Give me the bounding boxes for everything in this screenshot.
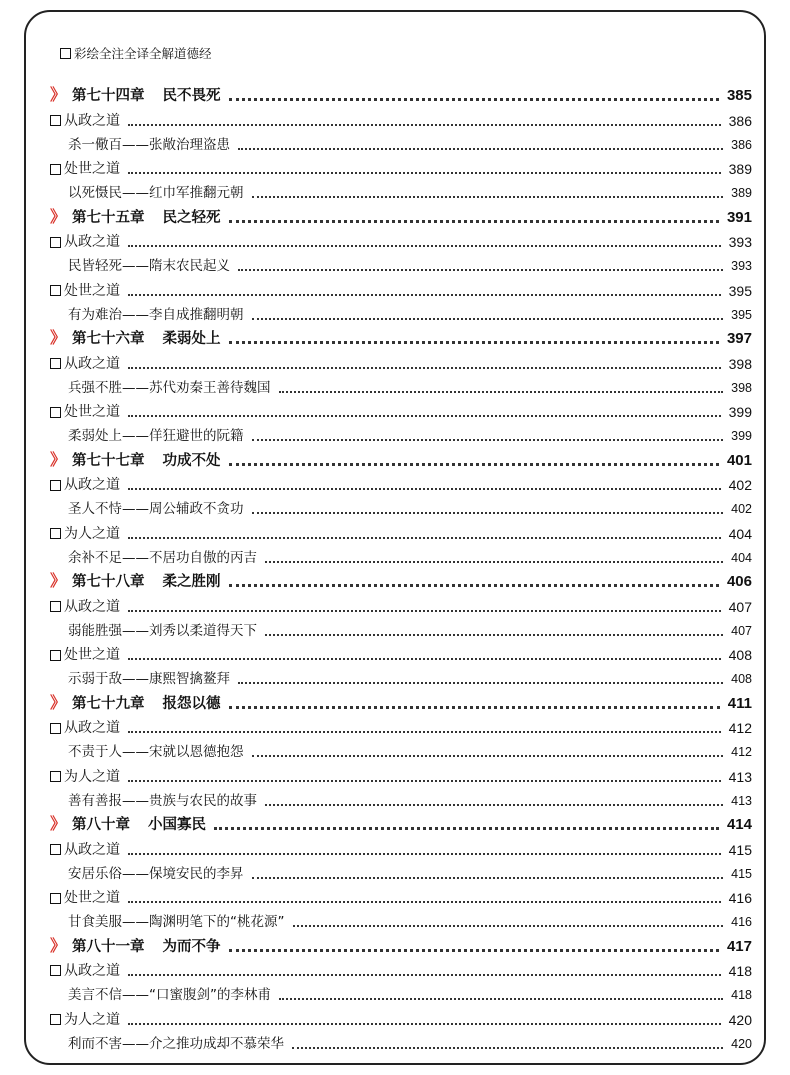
toc-section-row[interactable]	[50, 349, 752, 373]
section-heading	[50, 1010, 120, 1030]
checkbox-square-icon	[50, 893, 61, 904]
chapter-arrow-icon: 》	[50, 692, 67, 712]
toc-chapter-row[interactable]	[50, 568, 752, 592]
page-number: 412	[728, 720, 752, 737]
dot-leader	[252, 877, 724, 879]
checkbox-square-icon	[50, 965, 61, 976]
page-number: 407	[731, 623, 752, 638]
dot-leader	[252, 512, 724, 514]
page-number: 408	[731, 672, 752, 687]
dot-leader	[279, 998, 723, 1000]
dot-leader	[214, 827, 719, 830]
chapter-title: 功成不处	[162, 452, 221, 469]
checkbox-square-icon	[50, 844, 61, 855]
page-number: 385	[726, 87, 752, 105]
dot-leader	[128, 901, 721, 903]
chapter-heading	[50, 936, 221, 957]
page-number: 417	[726, 937, 752, 955]
page-number: 406	[726, 573, 752, 591]
dot-leader	[128, 610, 721, 612]
section-heading	[50, 888, 120, 908]
story-title: 余补不足——不居功自傲的丙吉	[68, 549, 257, 566]
section-label: 从政之道	[64, 112, 120, 129]
dot-leader	[238, 682, 723, 684]
section-label: 从政之道	[64, 355, 120, 372]
dot-leader	[238, 269, 723, 271]
dot-leader	[265, 804, 723, 806]
section-heading	[50, 767, 120, 787]
page-number: 404	[728, 525, 752, 542]
chapter-title: 民不畏死	[162, 88, 221, 105]
toc-chapter-row[interactable]	[50, 811, 752, 835]
chapter-number: 第七十六章	[72, 331, 145, 348]
dot-leader	[293, 925, 724, 927]
section-label: 从政之道	[64, 598, 120, 615]
page-number: 415	[728, 841, 752, 858]
toc-story-row[interactable]	[50, 131, 752, 155]
page-number: 411	[727, 694, 752, 712]
toc-story-row[interactable]	[50, 301, 752, 325]
toc-story-row[interactable]	[50, 860, 752, 884]
checkbox-square-icon	[50, 1014, 61, 1025]
page-number: 404	[731, 550, 752, 565]
toc-section-row[interactable]	[50, 519, 752, 543]
dot-leader	[128, 731, 721, 733]
section-heading	[50, 232, 120, 252]
dot-leader	[252, 318, 724, 320]
page-number: 416	[728, 890, 752, 907]
dot-leader	[252, 439, 724, 441]
dot-leader	[128, 245, 721, 247]
dot-leader	[128, 537, 721, 539]
dot-leader	[229, 341, 719, 344]
story-title: 圣人不恃——周公辅政不贪功	[68, 501, 244, 518]
story-title: 美言不信——“口蜜腹剑”的李林甫	[68, 987, 271, 1004]
page-number: 408	[728, 647, 752, 664]
dot-leader	[252, 196, 724, 198]
story-title: 不责于人——宋就以恩德抱怨	[68, 744, 244, 761]
book-title-header	[60, 44, 212, 62]
section-label: 从政之道	[64, 477, 120, 494]
section-heading	[50, 354, 120, 374]
section-label: 从政之道	[64, 962, 120, 979]
section-label: 处世之道	[64, 161, 120, 178]
section-label: 处世之道	[64, 647, 120, 664]
section-label: 为人之道	[64, 768, 120, 785]
chapter-arrow-icon: 》	[50, 206, 67, 226]
chapter-number: 第八十一章	[72, 938, 145, 955]
toc-chapter-row[interactable]	[50, 325, 752, 349]
toc-section-row[interactable]	[50, 1005, 752, 1029]
story-title: 柔弱处上——佯狂避世的阮籍	[68, 428, 244, 445]
toc-section-row[interactable]	[50, 471, 752, 495]
section-heading	[50, 281, 120, 301]
chapter-heading	[50, 814, 206, 835]
dot-leader	[128, 294, 721, 296]
chapter-title: 柔之胜刚	[162, 574, 221, 591]
chapter-arrow-icon: 》	[50, 571, 67, 591]
section-label: 处世之道	[64, 282, 120, 299]
toc-section-row[interactable]	[50, 884, 752, 908]
checkbox-square-icon	[50, 771, 61, 782]
page-number: 391	[726, 208, 752, 226]
dot-leader	[265, 561, 723, 563]
toc-section-row[interactable]	[50, 714, 752, 738]
story-title: 安居乐俗——保境安民的李昇	[68, 865, 244, 882]
page-number: 395	[728, 282, 752, 299]
page-number: 416	[731, 915, 752, 930]
toc-section-row[interactable]	[50, 957, 752, 981]
toc-section-row[interactable]	[50, 762, 752, 786]
table-of-contents	[50, 82, 752, 1054]
toc-story-row[interactable]	[50, 908, 752, 932]
toc-story-row[interactable]	[50, 1030, 752, 1054]
chapter-heading	[50, 85, 221, 106]
toc-section-row[interactable]	[50, 398, 752, 422]
section-heading	[50, 402, 120, 422]
section-heading	[50, 597, 120, 617]
dot-leader	[292, 1047, 723, 1049]
dot-leader	[238, 148, 723, 150]
page-number: 402	[728, 477, 752, 494]
page-number: 399	[728, 404, 752, 421]
toc-section-row[interactable]	[50, 835, 752, 859]
toc-section-row[interactable]	[50, 592, 752, 616]
checkbox-square-icon	[50, 237, 61, 248]
page-number: 415	[731, 866, 752, 881]
toc-story-row[interactable]	[50, 665, 752, 689]
section-heading	[50, 840, 120, 860]
chapter-arrow-icon: 》	[50, 814, 67, 834]
dot-leader	[229, 949, 719, 952]
story-title: 杀一儆百——张敞治理盗患	[68, 136, 230, 153]
chapter-number: 第七十五章	[72, 209, 145, 226]
section-heading	[50, 475, 120, 495]
story-title: 善有善报——贵族与农民的故事	[68, 792, 257, 809]
page-number: 413	[728, 768, 752, 785]
story-title: 民皆轻死——隋末农民起义	[68, 258, 230, 275]
chapter-heading	[50, 450, 221, 471]
dot-leader	[252, 755, 724, 757]
section-label: 处世之道	[64, 404, 120, 421]
toc-story-row[interactable]	[50, 738, 752, 762]
dot-leader	[128, 488, 721, 490]
page-number: 402	[731, 502, 752, 517]
story-title: 利而不害——介之推功成却不慕荣华	[68, 1035, 284, 1052]
chapter-arrow-icon: 》	[50, 328, 67, 348]
page-number: 386	[728, 112, 752, 129]
toc-section-row[interactable]	[50, 228, 752, 252]
page-number: 395	[731, 307, 752, 322]
dot-leader	[128, 780, 721, 782]
page-number: 398	[731, 380, 752, 395]
chapter-title: 报怨以德	[162, 695, 221, 712]
page-number: 393	[728, 234, 752, 251]
page-number: 412	[731, 745, 752, 760]
toc-chapter-row[interactable]	[50, 82, 752, 106]
page-number: 414	[726, 816, 752, 834]
toc-story-row[interactable]	[50, 544, 752, 568]
chapter-number: 第七十七章	[72, 452, 145, 469]
toc-section-row[interactable]	[50, 106, 752, 130]
section-label: 从政之道	[64, 234, 120, 251]
dot-leader	[229, 463, 719, 466]
dot-leader	[265, 634, 723, 636]
page-number: 418	[731, 988, 752, 1003]
checkbox-square-icon	[50, 164, 61, 175]
toc-section-row[interactable]	[50, 641, 752, 665]
toc-section-row[interactable]	[50, 276, 752, 300]
book-title: 彩绘全注全译全解道德经	[74, 46, 212, 61]
toc-chapter-row[interactable]	[50, 932, 752, 956]
toc-story-row[interactable]	[50, 787, 752, 811]
chapter-title: 民之轻死	[162, 209, 221, 226]
toc-story-row[interactable]	[50, 495, 752, 519]
section-heading	[50, 718, 120, 738]
toc-story-row[interactable]	[50, 374, 752, 398]
toc-story-row[interactable]	[50, 617, 752, 641]
page-number: 389	[728, 161, 752, 178]
toc-chapter-row[interactable]	[50, 446, 752, 470]
section-heading	[50, 961, 120, 981]
section-heading	[50, 645, 120, 665]
dot-leader	[128, 367, 721, 369]
chapter-arrow-icon: 》	[50, 85, 67, 105]
checkbox-square-icon	[50, 723, 61, 734]
section-heading	[50, 111, 120, 131]
checkbox-square-icon	[50, 358, 61, 369]
chapter-title: 柔弱处上	[162, 331, 221, 348]
dot-leader	[128, 853, 721, 855]
chapter-number: 第七十四章	[72, 88, 145, 105]
toc-section-row[interactable]	[50, 155, 752, 179]
toc-chapter-row[interactable]	[50, 689, 752, 713]
toc-story-row[interactable]	[50, 981, 752, 1005]
dot-leader	[128, 658, 721, 660]
section-label: 从政之道	[64, 841, 120, 858]
page-number: 401	[726, 451, 752, 469]
toc-story-row[interactable]	[50, 179, 752, 203]
page-number: 389	[731, 186, 752, 201]
chapter-arrow-icon: 》	[50, 449, 67, 469]
page-number: 398	[728, 355, 752, 372]
chapter-heading	[50, 693, 221, 714]
section-label: 为人之道	[64, 525, 120, 542]
section-label: 从政之道	[64, 720, 120, 737]
toc-chapter-row[interactable]	[50, 203, 752, 227]
page-number: 399	[731, 429, 752, 444]
toc-story-row[interactable]	[50, 422, 752, 446]
dot-leader	[279, 391, 724, 393]
story-title: 弱能胜强——刘秀以柔道得天下	[68, 622, 257, 639]
checkbox-square-icon	[50, 115, 61, 126]
chapter-title: 为而不争	[162, 938, 221, 955]
checkbox-square-icon	[50, 650, 61, 661]
dot-leader	[229, 584, 719, 587]
chapter-number: 第七十九章	[72, 695, 145, 712]
dot-leader	[229, 98, 719, 101]
story-title: 有为难治——李自成推翻明朝	[68, 306, 244, 323]
page-number: 397	[726, 330, 752, 348]
dot-leader	[128, 124, 721, 126]
chapter-number: 第七十八章	[72, 574, 145, 591]
page-number: 420	[731, 1036, 752, 1051]
chapter-title: 小国寡民	[148, 817, 207, 834]
section-heading	[50, 524, 120, 544]
dot-leader	[128, 974, 721, 976]
toc-story-row[interactable]	[50, 252, 752, 276]
page-number: 386	[731, 137, 752, 152]
checkbox-square-icon	[50, 407, 61, 418]
page-number: 420	[728, 1011, 752, 1028]
page-number: 407	[728, 598, 752, 615]
chapter-heading	[50, 207, 221, 228]
checkbox-square-icon	[50, 285, 61, 296]
checkbox-square-icon	[50, 480, 61, 491]
dot-leader	[128, 415, 721, 417]
page-number: 413	[731, 793, 752, 808]
story-title: 甘食美服——陶渊明笔下的“桃花源”	[68, 914, 285, 931]
chapter-heading	[50, 571, 221, 592]
chapter-heading	[50, 328, 221, 349]
page-number: 418	[728, 962, 752, 979]
dot-leader	[229, 220, 719, 223]
checkbox-square-icon	[50, 528, 61, 539]
chapter-number: 第八十章	[72, 817, 131, 834]
checkbox-square-icon	[60, 48, 71, 59]
section-label: 为人之道	[64, 1011, 120, 1028]
section-label: 处世之道	[64, 890, 120, 907]
dot-leader	[229, 706, 720, 709]
dot-leader	[128, 1023, 721, 1025]
dot-leader	[128, 172, 721, 174]
page-number: 393	[731, 259, 752, 274]
section-heading	[50, 159, 120, 179]
story-title: 示弱于敌——康熙智擒鳌拜	[68, 671, 230, 688]
checkbox-square-icon	[50, 601, 61, 612]
chapter-arrow-icon: 》	[50, 935, 67, 955]
story-title: 以死慑民——红巾军推翻元朝	[68, 185, 244, 202]
story-title: 兵强不胜——苏代劝秦王善待魏国	[68, 379, 271, 396]
